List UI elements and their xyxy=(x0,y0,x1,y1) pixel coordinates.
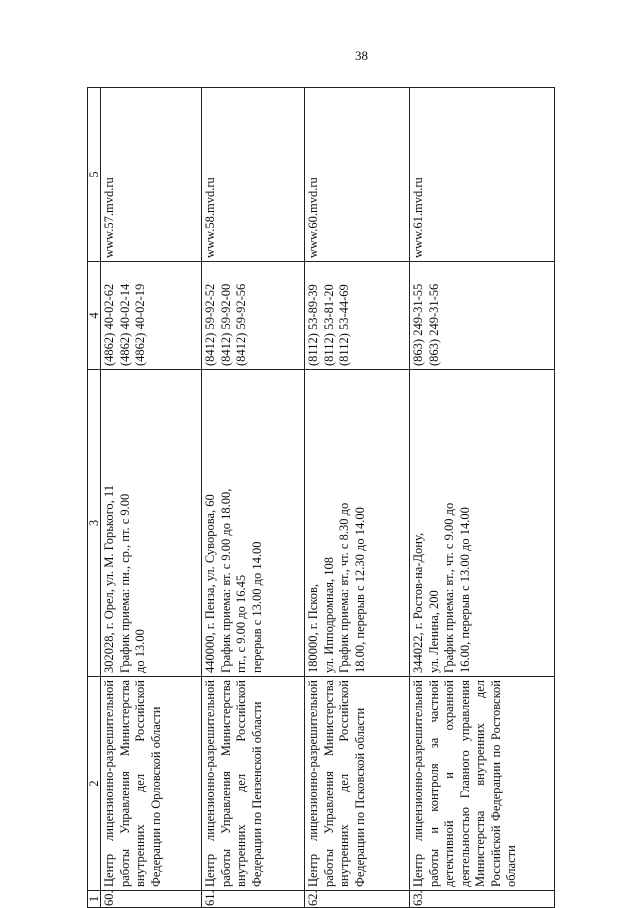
row-number: 62. xyxy=(305,891,410,908)
phone-number: (8412) 59-92-56 xyxy=(234,283,248,366)
phone-numbers xyxy=(410,262,555,370)
header-col-2: 2 xyxy=(88,677,101,891)
address-line: перерыв с 13.00 до 14.00 xyxy=(249,541,264,673)
address-line: до 13.00 xyxy=(133,629,147,673)
address-schedule xyxy=(305,370,410,677)
row-number: 60. xyxy=(101,891,202,908)
phone-number: (863) 249-31-56 xyxy=(426,283,441,366)
phone-number: (8412) 59-92-52 xyxy=(203,283,217,366)
header-row xyxy=(88,88,101,908)
table-container xyxy=(87,88,551,908)
organization-name: Центр лицензионно-разрешительной работы Управления Министерства внутренних дел Российской Федерации по Псковской области xyxy=(305,677,410,891)
address-line: 18.00, перерыв с 12.30 до 14.00 xyxy=(352,507,367,673)
rotated-table-frame xyxy=(87,88,551,908)
phone-number: (8412) 59-92-00 xyxy=(218,283,233,366)
website: www.61.mvd.ru xyxy=(410,88,555,262)
table-row xyxy=(410,88,555,908)
phone-number: (8112) 53-89-39 xyxy=(306,284,320,366)
address-line: ул. Ленина, 200 xyxy=(426,590,441,673)
header-col-4: 4 xyxy=(88,262,101,370)
phone-number: (4862) 40-02-19 xyxy=(133,283,147,366)
address-line: 440000, г. Пенза, ул. Суворова, 60 xyxy=(203,494,217,673)
website: www.60.mvd.ru xyxy=(305,88,410,262)
header-col-1: 1 xyxy=(88,891,101,908)
website: www.57.mvd.ru xyxy=(101,88,202,262)
row-number: 63. xyxy=(410,891,555,908)
organization-name: Центр лицензионно-разрешительной работы Управления Министерства внутренних дел Российской Федерации по Орловской области xyxy=(101,677,202,891)
address-schedule xyxy=(202,370,305,677)
header-col-5: 5 xyxy=(88,88,101,262)
organization-name: Центр лицензионно-разрешительной работы и контроля за частной детективной и охранной деятельностью Главного управления Министерства внутренних дел Российской Федерации по Ростовской области xyxy=(410,677,555,891)
phone-number: (863) 249-31-55 xyxy=(411,283,425,366)
phone-numbers xyxy=(202,262,305,370)
phone-number: (4862) 40-02-14 xyxy=(117,283,132,366)
phone-number: (8112) 53-81-20 xyxy=(321,284,336,366)
phone-number: (8112) 53-44-69 xyxy=(337,284,351,366)
address-line: ул. Ипподромная, 108 xyxy=(321,556,336,673)
address-line: 302028, г. Орел, ул. М. Горького, 11 xyxy=(102,485,116,673)
address-line: 344022, г. Ростов-на-Дону, xyxy=(411,532,425,673)
address-line: 16.00, перерыв с 13.00 до 14.00 xyxy=(457,507,472,673)
phone-number: (4862) 40-02-62 xyxy=(102,283,116,366)
phone-numbers xyxy=(101,262,202,370)
website: www.58.mvd.ru xyxy=(202,88,305,262)
organization-name: Центр лицензионно-разрешительной работы Управления Министерства внутренних дел Российской Федерации по Пензенской области xyxy=(202,677,305,891)
address-line: пт., с 9.00 до 16.45 xyxy=(234,574,248,673)
address-line: 180000, г. Псков, xyxy=(306,583,320,673)
page-number: 38 xyxy=(355,48,368,63)
licensing-centers-table xyxy=(87,87,555,908)
address-schedule xyxy=(410,370,555,677)
address-line: График приема: вт., чт. с 9.00 до xyxy=(442,502,456,673)
table-row xyxy=(202,88,305,908)
row-number: 61. xyxy=(202,891,305,908)
table-row xyxy=(305,88,410,908)
address-schedule xyxy=(101,370,202,677)
address-line: График приема: вт. с 9.00 до 18.00, xyxy=(218,488,233,673)
table-row xyxy=(101,88,202,908)
address-line: График приема: пн., ср., пт. с 9.00 xyxy=(117,493,132,673)
header-col-3: 3 xyxy=(88,370,101,677)
address-line: График приема: вт., чт. с 8.30 до xyxy=(337,502,351,673)
phone-numbers xyxy=(305,262,410,370)
